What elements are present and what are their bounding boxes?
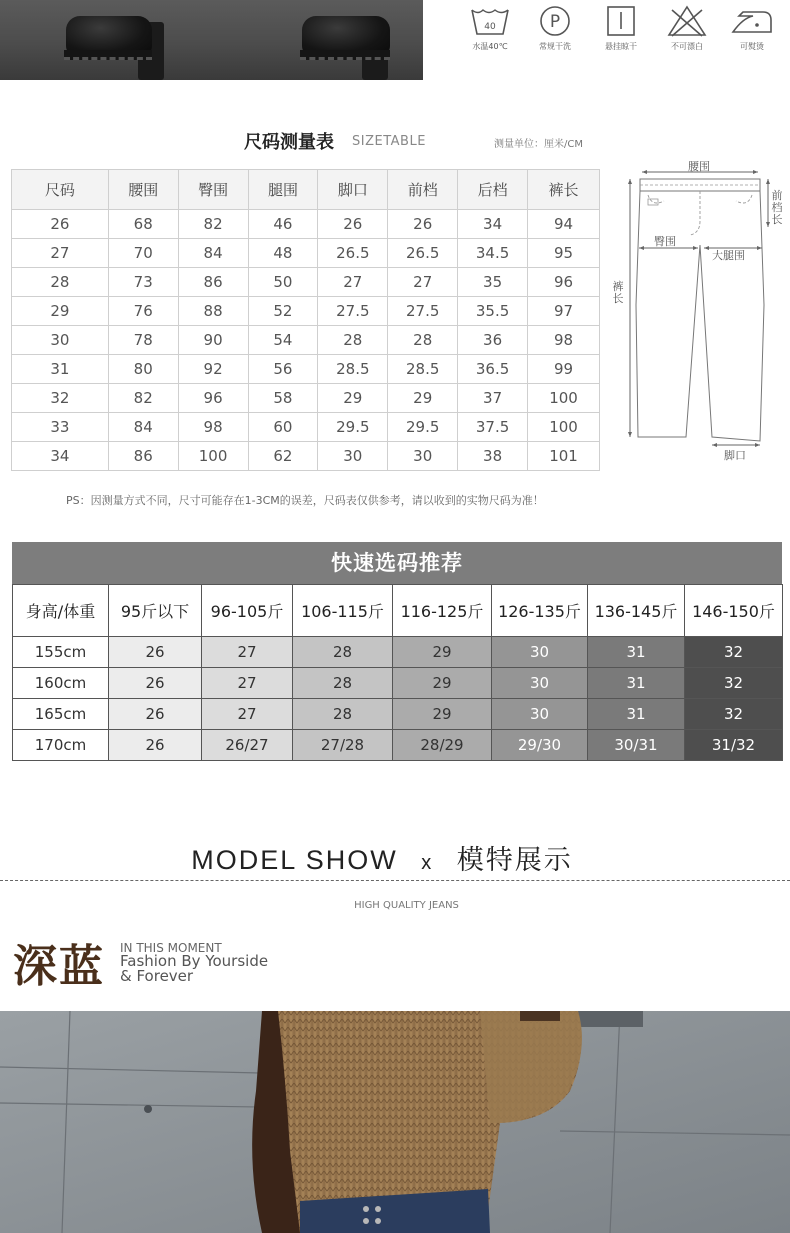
size-recommendation-cell: 31 bbox=[588, 637, 685, 668]
wash-temp: 40 bbox=[484, 22, 496, 32]
quick-header-row bbox=[13, 585, 783, 637]
size-cell: 94 bbox=[528, 210, 600, 239]
size-cell: 26.5 bbox=[318, 239, 388, 268]
size-recommendation-cell: 28 bbox=[293, 668, 393, 699]
size-cell: 30 bbox=[12, 326, 109, 355]
fashion-line-1: Fashion By Yourside bbox=[120, 952, 269, 970]
size-cell: 60 bbox=[248, 413, 318, 442]
size-cell: 80 bbox=[108, 355, 178, 384]
size-recommendation-cell: 28 bbox=[293, 637, 393, 668]
iron-icon bbox=[729, 4, 775, 38]
size-cell: 84 bbox=[178, 239, 248, 268]
size-cell: 27 bbox=[318, 268, 388, 297]
size-table-header-row bbox=[12, 170, 600, 210]
size-cell: 76 bbox=[108, 297, 178, 326]
size-row bbox=[12, 297, 600, 326]
length-label: 裤长 bbox=[612, 280, 624, 305]
size-cell: 29.5 bbox=[318, 413, 388, 442]
size-recommendation-cell: 27 bbox=[202, 668, 293, 699]
size-cell: 29 bbox=[318, 384, 388, 413]
size-cell: 34.5 bbox=[458, 239, 528, 268]
care-no-bleach bbox=[657, 4, 717, 52]
boot-sole-right bbox=[300, 50, 390, 60]
size-recommendation-cell: 29 bbox=[393, 637, 492, 668]
size-recommendation-cell: 29 bbox=[393, 668, 492, 699]
size-cell: 27.5 bbox=[388, 297, 458, 326]
size-cell: 52 bbox=[248, 297, 318, 326]
size-cell: 29 bbox=[388, 384, 458, 413]
size-row bbox=[12, 210, 600, 239]
size-cell: 28.5 bbox=[318, 355, 388, 384]
size-cell: 37 bbox=[458, 384, 528, 413]
size-cell: 32 bbox=[12, 384, 109, 413]
no-bleach-icon bbox=[666, 4, 708, 38]
col-header: 脚口 bbox=[318, 170, 388, 210]
waist-label: 腰围 bbox=[688, 160, 710, 173]
size-cell: 48 bbox=[248, 239, 318, 268]
quick-size-title: 快速选码推荐 bbox=[12, 542, 782, 584]
care-hang bbox=[591, 4, 651, 52]
size-cell: 30 bbox=[388, 442, 458, 471]
size-recommendation-cell: 27 bbox=[202, 637, 293, 668]
size-cell: 100 bbox=[528, 413, 600, 442]
color-name: 深蓝 bbox=[13, 941, 105, 992]
quick-size-table bbox=[12, 584, 783, 761]
measurement-unit: 测量单位：厘米/CM bbox=[494, 139, 583, 150]
size-recommendation-cell: 31/32 bbox=[685, 730, 783, 761]
size-cell: 100 bbox=[178, 442, 248, 471]
size-recommendation-cell: 30/31 bbox=[588, 730, 685, 761]
size-cell: 82 bbox=[178, 210, 248, 239]
size-recommendation-cell: 26 bbox=[109, 730, 202, 761]
size-row bbox=[12, 239, 600, 268]
thigh-label: 大腿围 bbox=[712, 249, 745, 262]
size-recommendation-cell: 31 bbox=[588, 668, 685, 699]
size-cell: 68 bbox=[108, 210, 178, 239]
col-header: 116-125斤 bbox=[393, 585, 492, 637]
size-cell: 27.5 bbox=[318, 297, 388, 326]
size-cell: 46 bbox=[248, 210, 318, 239]
col-header: 尺码 bbox=[12, 170, 109, 210]
care-label: 不可漂白 bbox=[671, 42, 703, 51]
jeans-outline-icon bbox=[608, 155, 788, 470]
size-cell: 56 bbox=[248, 355, 318, 384]
care-iron bbox=[722, 4, 782, 52]
size-cell: 82 bbox=[108, 384, 178, 413]
model-photo-image bbox=[0, 1011, 790, 1233]
size-cell: 34 bbox=[458, 210, 528, 239]
size-cell: 27 bbox=[12, 239, 109, 268]
col-header: 腰围 bbox=[108, 170, 178, 210]
size-cell: 50 bbox=[248, 268, 318, 297]
size-cell: 96 bbox=[528, 268, 600, 297]
size-cell: 100 bbox=[528, 384, 600, 413]
boot-sole-left bbox=[64, 50, 152, 60]
size-cell: 37.5 bbox=[458, 413, 528, 442]
size-cell: 27 bbox=[388, 268, 458, 297]
size-cell: 29 bbox=[12, 297, 109, 326]
care-label: 可熨烫 bbox=[740, 42, 764, 51]
size-cell: 70 bbox=[108, 239, 178, 268]
size-cell: 90 bbox=[178, 326, 248, 355]
size-row bbox=[12, 268, 600, 297]
model-photo bbox=[0, 1011, 790, 1233]
fashion-slogan bbox=[120, 954, 268, 984]
model-show-title bbox=[0, 838, 764, 877]
size-table-body bbox=[12, 210, 600, 471]
size-cell: 86 bbox=[178, 268, 248, 297]
height-cell: 165cm bbox=[13, 699, 109, 730]
size-row bbox=[12, 326, 600, 355]
size-cell: 28 bbox=[388, 326, 458, 355]
quick-row bbox=[13, 637, 783, 668]
size-row bbox=[12, 384, 600, 413]
size-cell: 35 bbox=[458, 268, 528, 297]
divider bbox=[0, 880, 790, 881]
size-cell: 34 bbox=[12, 442, 109, 471]
size-cell: 38 bbox=[458, 442, 528, 471]
size-row bbox=[12, 355, 600, 384]
hip-label: 臀围 bbox=[654, 235, 676, 248]
size-cell: 28.5 bbox=[388, 355, 458, 384]
quality-subtitle: HIGH QUALITY JEANS bbox=[354, 900, 459, 911]
pants-diagram bbox=[608, 155, 788, 470]
col-header: 136-145斤 bbox=[588, 585, 685, 637]
quick-row bbox=[13, 699, 783, 730]
wash-40-icon bbox=[469, 4, 511, 38]
col-header: 腿围 bbox=[248, 170, 318, 210]
size-cell: 97 bbox=[528, 297, 600, 326]
size-cell: 31 bbox=[12, 355, 109, 384]
size-recommendation-cell: 32 bbox=[685, 668, 783, 699]
care-dryclean bbox=[525, 4, 585, 52]
size-row bbox=[12, 413, 600, 442]
size-cell: 73 bbox=[108, 268, 178, 297]
size-cell: 36.5 bbox=[458, 355, 528, 384]
moment-text: IN THIS MOMENT bbox=[120, 941, 222, 955]
height-cell: 170cm bbox=[13, 730, 109, 761]
size-recommendation-cell: 32 bbox=[685, 637, 783, 668]
size-cell: 28 bbox=[12, 268, 109, 297]
size-cell: 29.5 bbox=[388, 413, 458, 442]
size-cell: 26 bbox=[318, 210, 388, 239]
model-show-title-cn: 模特展示 bbox=[456, 845, 573, 875]
size-recommendation-cell: 26 bbox=[109, 668, 202, 699]
size-table bbox=[11, 169, 600, 471]
col-header: 106-115斤 bbox=[293, 585, 393, 637]
boots-photo bbox=[0, 0, 423, 80]
size-row bbox=[12, 442, 600, 471]
care-label: 水温40℃ bbox=[472, 42, 508, 51]
model-show-separator: x bbox=[421, 852, 434, 874]
col-header: 146-150斤 bbox=[685, 585, 783, 637]
care-label: 常规干洗 bbox=[539, 42, 571, 51]
size-cell: 36 bbox=[458, 326, 528, 355]
size-cell: 26.5 bbox=[388, 239, 458, 268]
size-table-title: 尺码测量表 bbox=[244, 132, 334, 153]
dryclean-symbol: P bbox=[549, 12, 561, 32]
size-recommendation-cell: 30 bbox=[492, 699, 588, 730]
size-cell: 101 bbox=[528, 442, 600, 471]
col-header: 126-135斤 bbox=[492, 585, 588, 637]
hem-label: 脚口 bbox=[724, 449, 746, 462]
size-recommendation-cell: 28/29 bbox=[393, 730, 492, 761]
size-recommendation-cell: 26/27 bbox=[202, 730, 293, 761]
size-cell: 92 bbox=[178, 355, 248, 384]
fashion-line-2: & Forever bbox=[120, 967, 194, 985]
size-recommendation-cell: 27 bbox=[202, 699, 293, 730]
size-cell: 26 bbox=[388, 210, 458, 239]
size-cell: 84 bbox=[108, 413, 178, 442]
size-cell: 33 bbox=[12, 413, 109, 442]
size-recommendation-cell: 29/30 bbox=[492, 730, 588, 761]
col-header: 前档 bbox=[388, 170, 458, 210]
size-cell: 98 bbox=[178, 413, 248, 442]
size-cell: 96 bbox=[178, 384, 248, 413]
size-cell: 28 bbox=[318, 326, 388, 355]
quick-row bbox=[13, 730, 783, 761]
size-cell: 88 bbox=[178, 297, 248, 326]
size-recommendation-cell: 31 bbox=[588, 699, 685, 730]
size-recommendation-cell: 30 bbox=[492, 637, 588, 668]
care-wash bbox=[460, 4, 520, 52]
size-recommendation-cell: 26 bbox=[109, 699, 202, 730]
col-header: 95斤以下 bbox=[109, 585, 202, 637]
care-label: 悬挂晾干 bbox=[605, 42, 637, 51]
col-header: 身高/体重 bbox=[13, 585, 109, 637]
size-recommendation-cell: 30 bbox=[492, 668, 588, 699]
model-show-title-en: MODEL SHOW bbox=[191, 845, 398, 875]
size-cell: 78 bbox=[108, 326, 178, 355]
size-table-title-en: SIZETABLE bbox=[352, 134, 426, 149]
size-recommendation-cell: 27/28 bbox=[293, 730, 393, 761]
size-cell: 86 bbox=[108, 442, 178, 471]
quick-size-body bbox=[13, 637, 783, 761]
col-header: 臀围 bbox=[178, 170, 248, 210]
col-header: 裤长 bbox=[528, 170, 600, 210]
col-header: 后档 bbox=[458, 170, 528, 210]
measurement-note: PS：因测量方式不同，尺寸可能存在1-3CM的误差，尺码表仅供参考，请以收到的实物尺码为准！ bbox=[66, 494, 544, 507]
size-cell: 95 bbox=[528, 239, 600, 268]
dry-clean-p-icon bbox=[538, 4, 572, 38]
hang-dry-icon bbox=[604, 4, 638, 38]
size-cell: 26 bbox=[12, 210, 109, 239]
size-cell: 54 bbox=[248, 326, 318, 355]
size-cell: 98 bbox=[528, 326, 600, 355]
size-cell: 58 bbox=[248, 384, 318, 413]
front-rise-label: 前档长 bbox=[771, 189, 783, 226]
height-cell: 160cm bbox=[13, 668, 109, 699]
size-recommendation-cell: 32 bbox=[685, 699, 783, 730]
size-cell: 30 bbox=[318, 442, 388, 471]
quick-row bbox=[13, 668, 783, 699]
size-recommendation-cell: 26 bbox=[109, 637, 202, 668]
height-cell: 155cm bbox=[13, 637, 109, 668]
size-cell: 35.5 bbox=[458, 297, 528, 326]
size-cell: 99 bbox=[528, 355, 600, 384]
size-recommendation-cell: 28 bbox=[293, 699, 393, 730]
col-header: 96-105斤 bbox=[202, 585, 293, 637]
size-cell: 62 bbox=[248, 442, 318, 471]
size-recommendation-cell: 29 bbox=[393, 699, 492, 730]
